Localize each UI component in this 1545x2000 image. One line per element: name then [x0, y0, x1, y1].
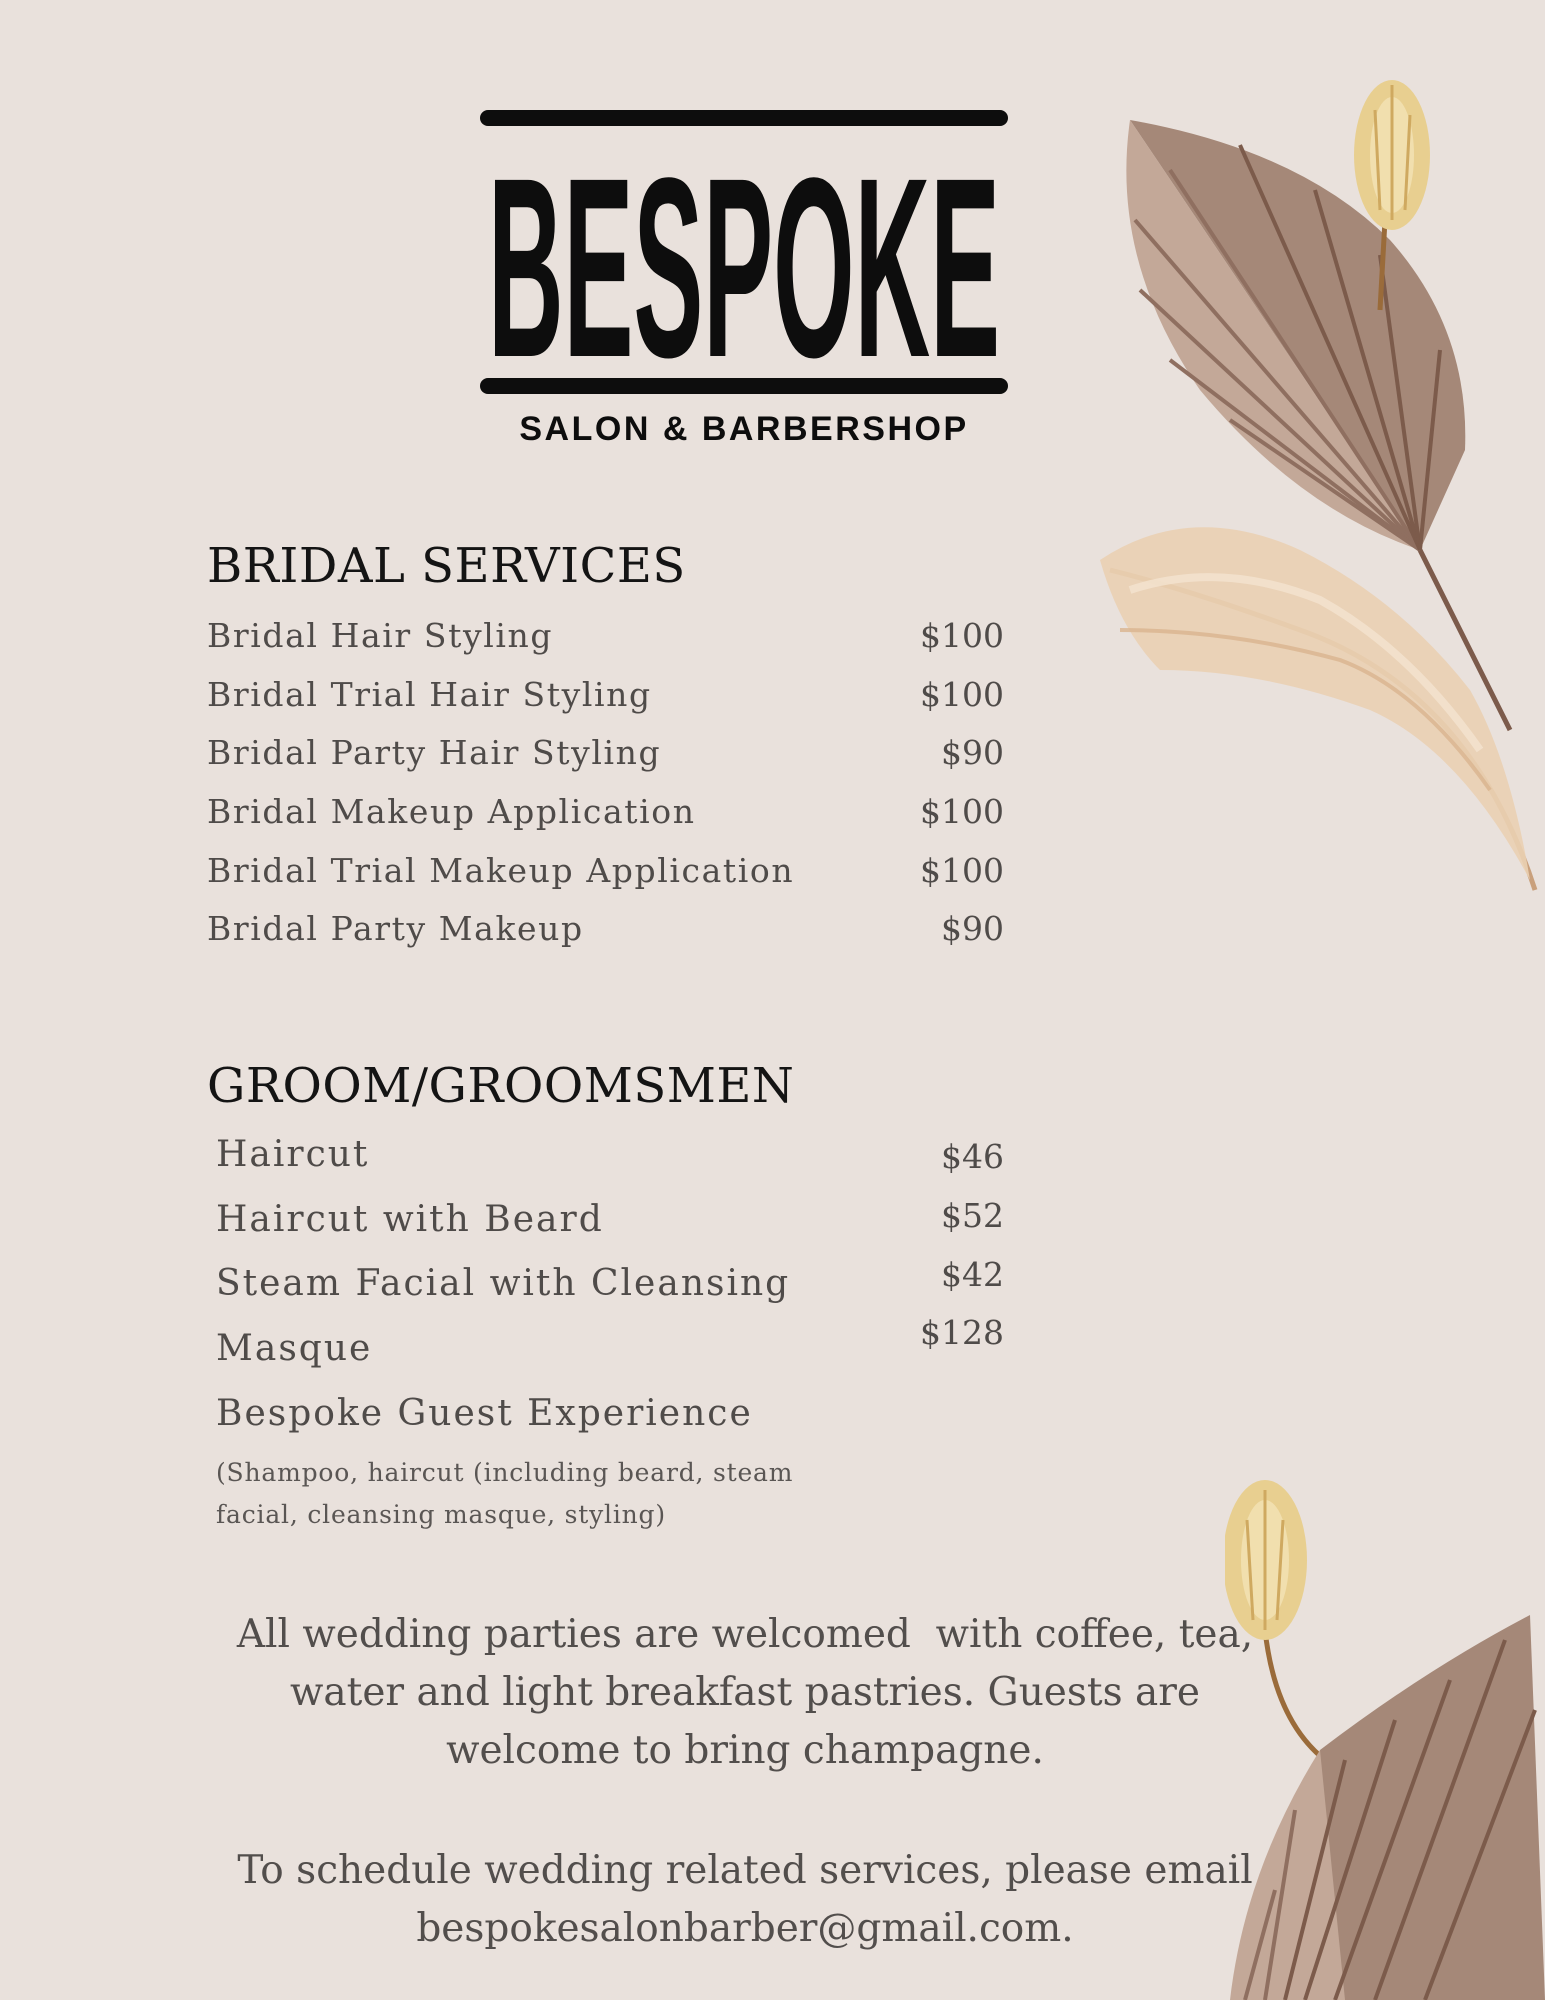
- service-name: Bridal Hair Styling: [207, 616, 554, 655]
- note-line: facial, cleansing masque, styling): [216, 1500, 666, 1529]
- note-line: (Shampoo, haircut (including beard, steam: [216, 1458, 794, 1487]
- bridal-services-heading: BRIDAL SERVICES: [207, 538, 686, 594]
- bespoke-logo: [478, 110, 1010, 462]
- service-name: Bridal Party Makeup: [207, 909, 584, 948]
- pampas-grass-icon: [1100, 527, 1535, 890]
- service-name: Bridal Party Hair Styling: [207, 733, 662, 772]
- service-price: $100: [920, 851, 1004, 890]
- logo-brand-text: BESPOKE: [488, 132, 1000, 376]
- groom-service-price: $128: [920, 1313, 1004, 1352]
- dried-flowers-top-decoration: [1040, 30, 1545, 910]
- booking-note: [230, 1842, 1260, 1958]
- contact-email: bespokesalonbarber@gmail.com.: [416, 1906, 1074, 1951]
- service-row: [207, 733, 1004, 779]
- service-price: $90: [941, 733, 1004, 772]
- groom-service-name: Steam Facial with Cleansing: [216, 1263, 791, 1304]
- dried-flowers-bottom-decoration: [1225, 1470, 1545, 2000]
- hospitality-note: [230, 1606, 1260, 1780]
- info-line: welcome to bring champagne.: [446, 1728, 1044, 1773]
- service-price: $90: [941, 909, 1004, 948]
- guest-experience-note: [216, 1452, 796, 1536]
- service-row: [207, 616, 1004, 662]
- service-name: Bridal Trial Hair Styling: [207, 675, 652, 714]
- service-price: $100: [920, 675, 1004, 714]
- groom-service-price: $46: [941, 1137, 1004, 1176]
- groom-service-name: Masque: [216, 1328, 373, 1369]
- service-row: [207, 851, 1004, 897]
- service-row: [207, 909, 1004, 955]
- service-row: [207, 675, 1004, 721]
- groom-service-name: Bespoke Guest Experience: [216, 1393, 753, 1434]
- info-line: All wedding parties are welcomed with coffee, tea,: [236, 1612, 1254, 1657]
- groom-service-name: Haircut with Beard: [216, 1199, 604, 1240]
- groom-services-heading: GROOM/GROOMSMEN: [207, 1058, 795, 1114]
- groom-service-price: $52: [941, 1196, 1004, 1235]
- service-name: Bridal Trial Makeup Application: [207, 851, 795, 890]
- info-line: water and light breakfast pastries. Guests are: [290, 1670, 1200, 1715]
- service-price: $100: [920, 792, 1004, 831]
- info-line: To schedule wedding related services, please email: [237, 1848, 1253, 1893]
- service-price: $100: [920, 616, 1004, 655]
- groom-service-price: $42: [941, 1255, 1004, 1294]
- logo-bottom-rule: [480, 378, 1008, 394]
- logo-tagline: SALON & BARBERSHOP: [519, 410, 969, 448]
- service-row: [207, 792, 1004, 838]
- logo-wordmark: [478, 132, 1010, 376]
- groom-service-name: Haircut: [216, 1134, 370, 1175]
- logo-top-rule: [480, 110, 1008, 126]
- service-name: Bridal Makeup Application: [207, 792, 696, 831]
- palm-leaf-icon: [1230, 1615, 1545, 2000]
